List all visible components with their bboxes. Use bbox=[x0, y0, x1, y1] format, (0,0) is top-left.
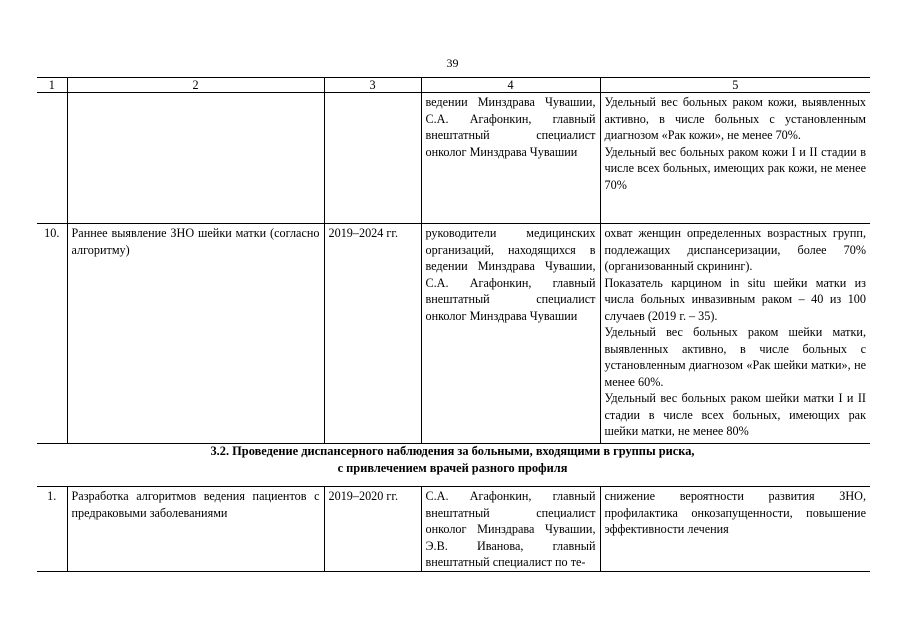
row-number bbox=[37, 93, 67, 224]
period bbox=[324, 93, 421, 224]
column-header-1: 1 bbox=[37, 78, 67, 93]
measure-name bbox=[67, 93, 324, 224]
row-number: 1. bbox=[37, 487, 67, 572]
indicator-text: Удельный вес больных раком кожи, выявленных активно, в числе больных с установленным диагнозом «Рак кожи», не менее 70%. bbox=[604, 95, 866, 142]
section-title-line: 3.2. Проведение диспансерного наблюдения за больными, входящими в группы риска, bbox=[210, 444, 695, 458]
responsible: руководители медицинских организаций, находящихся в ведении Минздрава Чувашии, С.А. Агафонкин, главный внештатный специалист онколог Минздрава Чувашии bbox=[421, 224, 600, 444]
indicators: снижение вероятности развития ЗНО, профилактика онкозапущенности, повышение эффективности лечения bbox=[600, 487, 870, 572]
section-title bbox=[0, 443, 905, 477]
indicator-text: Удельный вес больных раком кожи I и II стадии в числе всех больных, имеющих рак кожи, не менее 70% bbox=[604, 144, 866, 192]
table-row bbox=[37, 224, 870, 444]
period: 2019–2024 гг. bbox=[324, 224, 421, 444]
measure-name: Раннее выявление ЗНО шейки матки (согласно алгоритму) bbox=[67, 224, 324, 444]
table-row bbox=[37, 487, 870, 572]
section-table bbox=[37, 486, 870, 572]
measure-name: Разработка алгоритмов ведения пациентов с предраковыми заболеваниями bbox=[67, 487, 324, 572]
table-row bbox=[37, 93, 870, 224]
section-title-line: с привлечением врачей разного профиля bbox=[337, 461, 568, 475]
page-number: 39 bbox=[446, 56, 459, 70]
row-number: 10. bbox=[37, 224, 67, 444]
column-header-5: 5 bbox=[600, 78, 870, 93]
responsible: ведении Минздрава Чувашии, С.А. Агафонкин, главный внештатный специалист онколог Минздрава Чувашии bbox=[421, 93, 600, 224]
indicator-text: Удельный вес больных раком шейки матки I и II стадии в числе всех больных, имеющих рак шейки матки, не менее 80% bbox=[604, 391, 866, 438]
column-header-4: 4 bbox=[421, 78, 600, 93]
period: 2019–2020 гг. bbox=[324, 487, 421, 572]
column-header-2: 2 bbox=[67, 78, 324, 93]
indicator-text: Удельный вес больных раком шейки матки, выявленных активно, в числе больных с установленным диагнозом «Рак шейки матки», не менее 60%. bbox=[604, 325, 866, 389]
indicators bbox=[600, 93, 870, 224]
column-header-3: 3 bbox=[324, 78, 421, 93]
measures-table bbox=[37, 77, 870, 444]
responsible: С.А. Агафонкин, главный внештатный специалист онколог Минздрава Чувашии, Э.В. Иванова, главный внештатный специалист по те- bbox=[421, 487, 600, 572]
column-header-row bbox=[37, 78, 870, 93]
indicators bbox=[600, 224, 870, 444]
indicator-text: Показатель карцином in situ шейки матки из числа больных инвазивным раком – 40 из 100 случаев (2019 г. – 35). bbox=[604, 275, 866, 323]
indicator-text: охват женщин определенных возрастных групп, подлежащих диспансеризации, более 70% (организованный скрининг). bbox=[604, 226, 866, 273]
